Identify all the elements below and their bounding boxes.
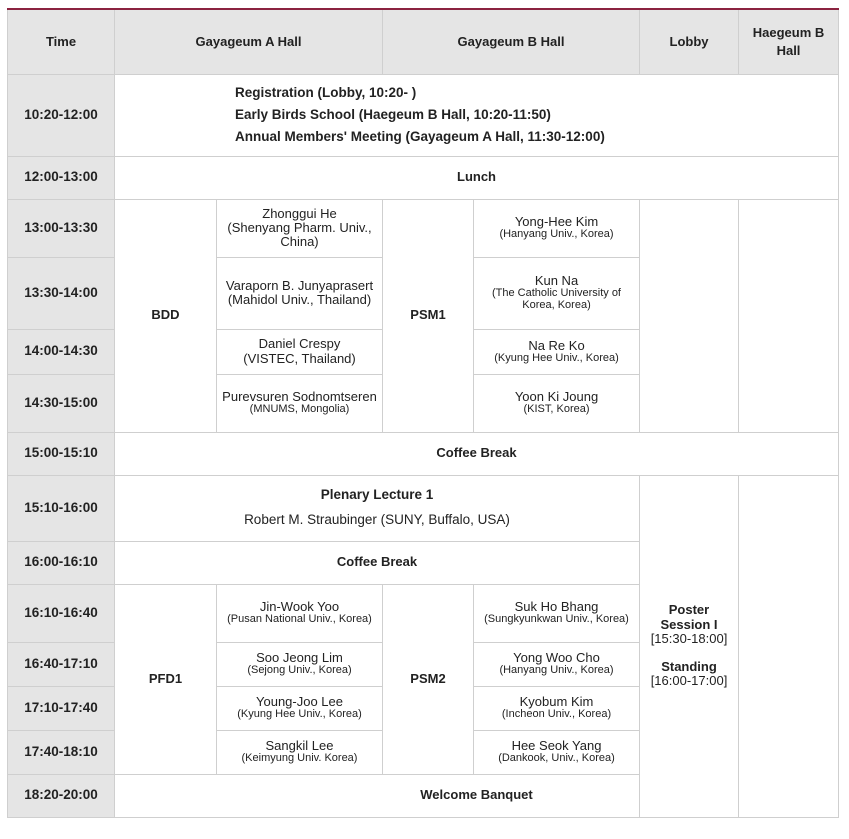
speaker-cell bbox=[217, 730, 383, 774]
speaker-cell bbox=[217, 374, 383, 432]
plenary-speaker: Robert M. Straubinger (SUNY, Buffalo, USA) bbox=[244, 512, 510, 527]
poster-time: [15:30-18:00] bbox=[650, 630, 728, 646]
speaker-cell bbox=[217, 257, 383, 329]
poster-session-label: Session I bbox=[660, 616, 718, 632]
header-lobby: Lobby bbox=[640, 9, 739, 74]
time-slot: 10:20-12:00 bbox=[8, 74, 115, 156]
haegeum-empty-cell bbox=[739, 475, 839, 817]
speaker-name: Varaporn B. Junyaprasert bbox=[225, 277, 374, 293]
time-slot: 15:10-16:00 bbox=[8, 475, 115, 541]
coffee-break-cell: Coffee Break bbox=[115, 432, 839, 475]
registration-cell bbox=[115, 74, 839, 156]
haegeum-empty-cell bbox=[739, 199, 839, 432]
poster-session-cell bbox=[640, 475, 739, 817]
speaker-affiliation: (MNUMS, Mongolia) bbox=[249, 403, 350, 416]
time-slot: 17:40-18:10 bbox=[8, 730, 115, 774]
registration-line: Registration (Lobby, 10:20- ) bbox=[235, 84, 417, 100]
speaker-affiliation: (Pusan National Univ., Korea) bbox=[227, 613, 372, 626]
time-slot: 17:10-17:40 bbox=[8, 686, 115, 730]
speaker-affiliation: (Sungkyunkwan Univ., Korea) bbox=[484, 613, 629, 626]
time-slot: 13:00-13:30 bbox=[8, 199, 115, 257]
plenary-title: Plenary Lecture 1 bbox=[320, 487, 434, 503]
lunch-cell: Lunch bbox=[115, 156, 839, 199]
header-gayageum-a-hall: Gayageum A Hall bbox=[115, 9, 383, 74]
session-label-pfd1: PFD1 bbox=[115, 584, 217, 774]
speaker-cell bbox=[474, 730, 640, 774]
speaker-affiliation: (Mahidol Univ., Thailand) bbox=[227, 292, 372, 307]
time-slot: 18:20-20:00 bbox=[8, 774, 115, 817]
speaker-cell bbox=[217, 329, 383, 374]
speaker-cell bbox=[474, 584, 640, 642]
speaker-affiliation: (Keimyung Univ. Korea) bbox=[241, 752, 358, 765]
time-slot: 16:10-16:40 bbox=[8, 584, 115, 642]
coffee-break-cell: Coffee Break bbox=[115, 541, 640, 584]
speaker-cell bbox=[474, 257, 640, 329]
speaker-cell bbox=[217, 584, 383, 642]
session-label-psm1: PSM1 bbox=[383, 199, 474, 432]
time-slot: 16:40-17:10 bbox=[8, 642, 115, 686]
speaker-affiliation: (Shenyang Pharm. Univ., China) bbox=[227, 219, 372, 250]
speaker-affiliation: (KIST, Korea) bbox=[523, 403, 590, 416]
speaker-name: Purevsuren Sodnomtseren bbox=[222, 389, 377, 405]
plenary-lecture-cell bbox=[115, 475, 640, 541]
time-slot: 12:00-13:00 bbox=[8, 156, 115, 199]
members-meeting-line: Annual Members' Meeting (Gayageum A Hall, 11:30-12:00) bbox=[235, 129, 605, 145]
speaker-name: Yoon Ki Joung bbox=[514, 389, 599, 405]
speaker-cell bbox=[474, 686, 640, 730]
speaker-affiliation: (Kyung Hee Univ., Korea) bbox=[237, 708, 362, 721]
speaker-name: Kun Na bbox=[534, 273, 579, 289]
standing-label: Standing bbox=[661, 659, 717, 675]
time-slot: 14:00-14:30 bbox=[8, 329, 115, 374]
header-time: Time bbox=[8, 9, 115, 74]
speaker-affiliation: (Hanyang Univ., Korea) bbox=[499, 664, 614, 677]
time-slot: 16:00-16:10 bbox=[8, 541, 115, 584]
speaker-cell bbox=[474, 329, 640, 374]
session-label-psm2: PSM2 bbox=[383, 584, 474, 774]
header-haegeum-b-hall: Haegeum B Hall bbox=[739, 9, 839, 74]
early-birds-line: Early Birds School (Haegeum B Hall, 10:20-11:50) bbox=[235, 106, 551, 122]
lobby-empty-cell bbox=[640, 199, 739, 432]
speaker-cell bbox=[217, 642, 383, 686]
time-slot: 13:30-14:00 bbox=[8, 257, 115, 329]
speaker-cell bbox=[474, 374, 640, 432]
speaker-affiliation: (Incheon Univ., Korea) bbox=[501, 708, 612, 721]
speaker-name: Hee Seok Yang bbox=[511, 738, 602, 754]
speaker-name: Soo Jeong Lim bbox=[256, 650, 343, 666]
speaker-cell bbox=[217, 686, 383, 730]
speaker-name: Kyobum Kim bbox=[519, 694, 594, 710]
speaker-name: Jin-Wook Yoo bbox=[259, 599, 340, 615]
standing-time: [16:00-17:00] bbox=[650, 673, 728, 689]
speaker-affiliation: (Kyung Hee Univ., Korea) bbox=[494, 351, 619, 364]
speaker-name: Daniel Crespy bbox=[258, 336, 341, 352]
speaker-name: Yong Woo Cho bbox=[513, 650, 600, 666]
speaker-name: Young-Joo Lee bbox=[256, 694, 343, 710]
speaker-affiliation: (Hanyang Univ., Korea) bbox=[499, 228, 614, 241]
speaker-cell bbox=[474, 642, 640, 686]
speaker-name: Na Re Ko bbox=[528, 337, 585, 353]
session-label-bdd: BDD bbox=[115, 199, 217, 432]
header-gayageum-b-hall: Gayageum B Hall bbox=[383, 9, 640, 74]
schedule-table bbox=[7, 8, 839, 818]
speaker-cell bbox=[217, 199, 383, 257]
welcome-banquet-cell: Welcome Banquet bbox=[115, 774, 839, 817]
speaker-affiliation: (The Catholic University of Korea, Korea) bbox=[492, 287, 621, 312]
speaker-name: Zhonggui He bbox=[262, 205, 337, 221]
time-slot: 14:30-15:00 bbox=[8, 374, 115, 432]
speaker-affiliation: (VISTEC, Thailand) bbox=[243, 350, 356, 366]
speaker-cell bbox=[474, 199, 640, 257]
speaker-affiliation: (Dankook, Univ., Korea) bbox=[498, 752, 615, 765]
speaker-affiliation: (Sejong Univ., Korea) bbox=[247, 664, 352, 677]
speaker-name: Yong-Hee Kim bbox=[514, 214, 599, 230]
poster-label: Poster bbox=[668, 602, 710, 618]
speaker-name: Suk Ho Bhang bbox=[514, 599, 599, 615]
time-slot: 15:00-15:10 bbox=[8, 432, 115, 475]
speaker-name: Sangkil Lee bbox=[265, 738, 334, 754]
